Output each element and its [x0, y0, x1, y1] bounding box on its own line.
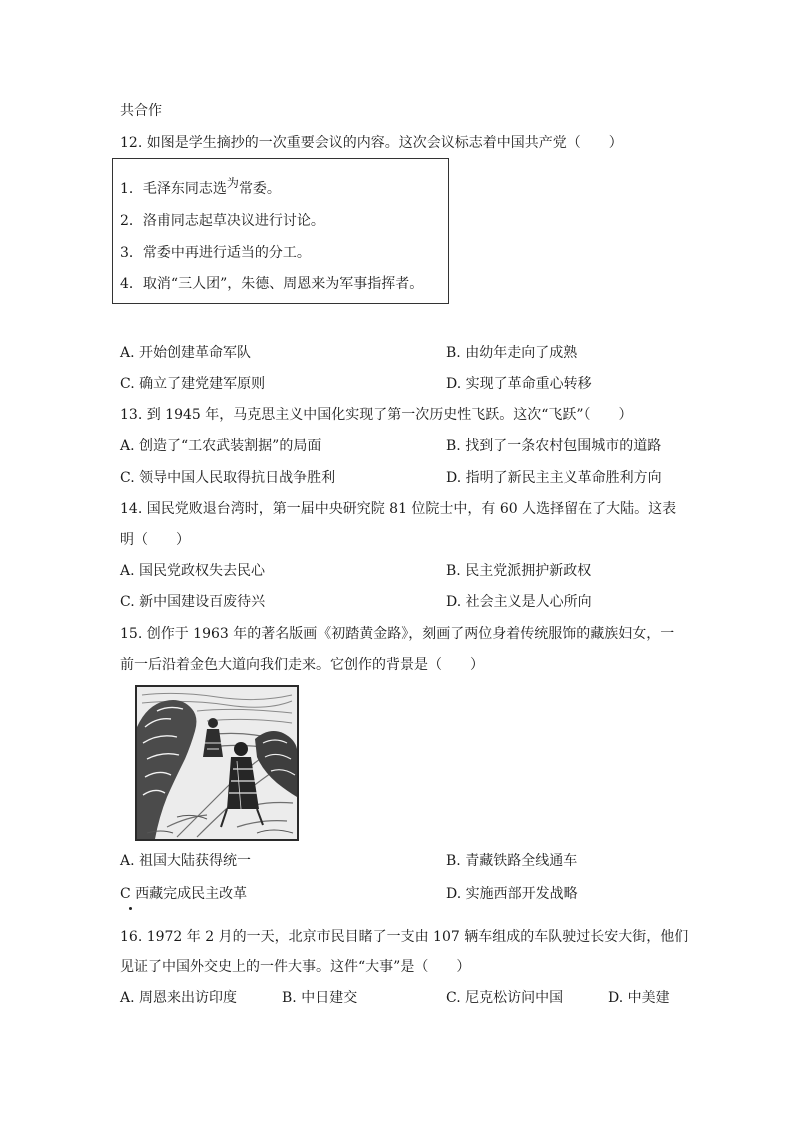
question-14-option-b[interactable]: B. 民主党派拥护新政权 [446, 563, 592, 579]
question-12-option-a[interactable]: A. 开始创建革命军队 [120, 345, 252, 361]
question-14-stem-line-1: 14. 国民党败退台湾时，第一届中央研究院 81 位院士中，有 60 人选择留在了大陆。这表 [120, 501, 677, 517]
question-15-option-c[interactable]: C 西藏完成民主改革 [120, 886, 248, 902]
question-13-option-d[interactable]: D. 指明了新民主主义革命胜利方向 [446, 470, 662, 486]
question-16-option-b[interactable]: B. 中日建交 [282, 990, 358, 1006]
question-15-option-b[interactable]: B. 青藏铁路全线通车 [446, 853, 578, 869]
woodcut-print-image [135, 685, 299, 841]
question-14-option-a[interactable]: A. 国民党政权失去民心 [120, 563, 266, 579]
question-16-stem-line-2: 见证了中国外交史上的一件大事。这件“大事”是（ ） [120, 959, 471, 975]
meeting-note-4: 4．取消“三人团”，朱德、周恩来为军事指挥者。 [120, 276, 424, 292]
question-14-option-d[interactable]: D. 社会主义是人心所向 [446, 594, 592, 610]
question-16-option-d[interactable]: D. 中美建 [608, 990, 670, 1006]
question-14-option-c[interactable]: C. 新中国建设百废待兴 [120, 594, 266, 610]
question-13-option-c[interactable]: C. 领导中国人民取得抗日战争胜利 [120, 470, 336, 486]
meeting-note-1: 1．毛泽东同志选为常委。 [120, 176, 281, 197]
meeting-note-3: 3．常委中再进行适当的分工。 [120, 245, 311, 261]
woodcut-illustration [137, 687, 297, 839]
question-15-option-d[interactable]: D. 实施西部开发战略 [446, 886, 578, 902]
question-15-stem-line-2: 前一后沿着金色大道向我们走来。它创作的背景是（ ） [120, 657, 484, 673]
meeting-note-2: 2．洛甫同志起草决议进行讨论。 [120, 213, 325, 229]
question-16-option-c[interactable]: C. 尼克松访问中国 [446, 990, 564, 1006]
question-15-option-a[interactable]: A. 祖国大陆获得统一 [120, 853, 252, 869]
question-12-option-c[interactable]: C. 确立了建党建军原则 [120, 376, 266, 392]
meeting-notes-box [112, 158, 449, 304]
question-13-stem: 13. 到 1945 年，马克思主义中国化实现了第一次历史性飞跃。这次“飞跃”（ ） [120, 407, 633, 423]
question-16-stem-line-1: 16. 1972 年 2 月的一天，北京市民目睹了一支由 107 辆车组成的车队驶过长安大街，他们 [120, 929, 689, 945]
question-13-option-a[interactable]: A. 创造了“工农武装割据”的局面 [120, 438, 322, 454]
question-12-stem: 12. 如图是学生摘抄的一次重要会议的内容。这次会议标志着中国共产党（ ） [120, 135, 623, 151]
question-13-option-b[interactable]: B. 找到了一条农村包围城市的道路 [446, 438, 662, 454]
question-12-option-d[interactable]: D. 实现了革命重心转移 [446, 376, 592, 392]
previous-question-fragment: 共合作 [120, 103, 162, 119]
question-15-stem-line-1: 15. 创作于 1963 年的著名版画《初踏黄金路》，刻画了两位身着传统服饰的藏族妇女，一 [120, 626, 675, 642]
question-14-stem-line-2: 明（ ） [120, 532, 190, 548]
stray-dot-mark [129, 907, 132, 910]
question-16-option-a[interactable]: A. 周恩来出访印度 [120, 990, 238, 1006]
question-12-option-b[interactable]: B. 由幼年走向了成熟 [446, 345, 578, 361]
